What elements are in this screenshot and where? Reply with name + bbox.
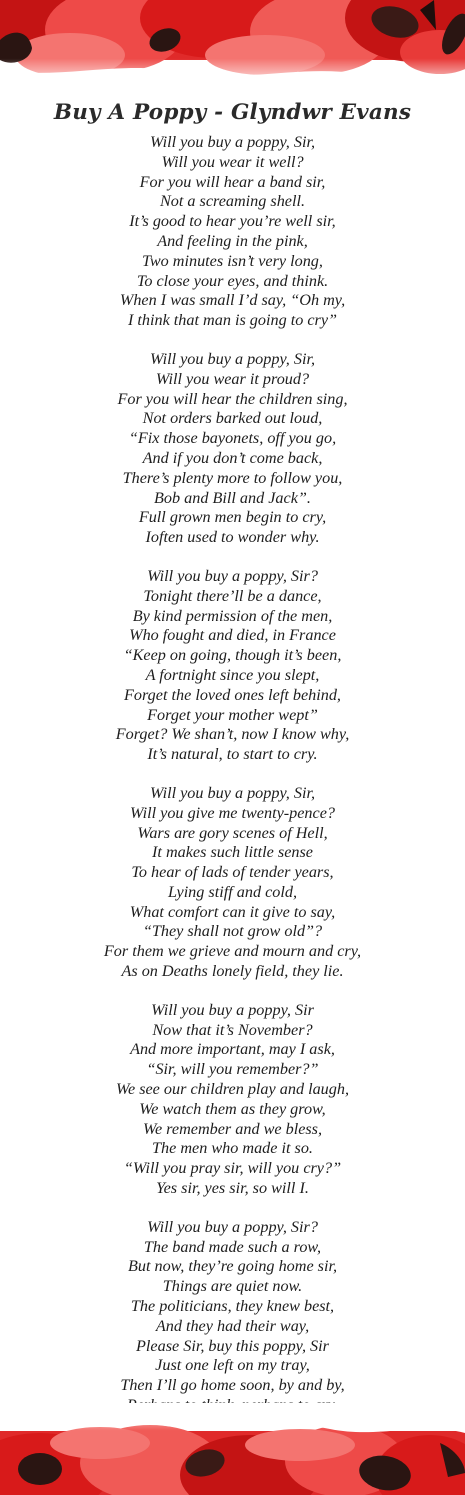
poem-stanza bbox=[0, 567, 465, 765]
poem-line: Please Sir, buy this poppy, Sir bbox=[136, 1336, 329, 1355]
poem-line: We watch them as they grow, bbox=[139, 1099, 326, 1118]
poem-stanza bbox=[0, 133, 465, 331]
poem-line: And if you don’t come back, bbox=[142, 448, 323, 467]
poem-line: Lying stiff and cold, bbox=[167, 882, 298, 901]
poem-line: When I was small I’d say, “Oh my, bbox=[119, 291, 346, 310]
poem-line: To close your eyes, and think. bbox=[136, 271, 329, 290]
poem-line: The men who made it so. bbox=[152, 1139, 313, 1158]
poem-stanza bbox=[0, 1218, 465, 1416]
poem-line: We see our children play and laugh, bbox=[115, 1080, 350, 1099]
poem-line: Two minutes isn’t very long, bbox=[142, 251, 323, 270]
poem-line: It’s natural, to start to cry. bbox=[147, 745, 318, 764]
poem-line: To hear of lads of tender years, bbox=[131, 863, 334, 882]
poem-line: It’s good to hear you’re well sir, bbox=[129, 212, 336, 231]
poem-line: Full grown men begin to cry, bbox=[138, 508, 327, 527]
poem-line: I think that man is going to cry” bbox=[127, 311, 338, 330]
poem-line: Who fought and died, in France bbox=[129, 626, 336, 645]
poem-line: For them we grieve and mourn and cry, bbox=[103, 942, 362, 961]
poem-line: Will you buy a poppy, Sir, bbox=[149, 783, 315, 802]
bottom-poppy-banner bbox=[0, 1403, 465, 1495]
poem-line: Not a screaming shell. bbox=[159, 192, 306, 211]
poem-line: “Sir, will you remember?” bbox=[146, 1060, 319, 1079]
poem-line: Now that it’s November? bbox=[152, 1020, 313, 1039]
poem-line: And more important, may I ask, bbox=[130, 1040, 335, 1059]
poem-line: Will you buy a poppy, Sir? bbox=[147, 1217, 318, 1236]
poem-line: “Will you pray sir, will you cry?” bbox=[123, 1159, 342, 1178]
poem-line: Will you wear it well? bbox=[161, 152, 304, 171]
poem-line: By kind permission of the men, bbox=[132, 606, 333, 625]
poem-title: Buy A Poppy - Glyndwr Evans bbox=[53, 100, 412, 126]
poem-line: Just one left on my tray, bbox=[155, 1356, 310, 1375]
poem-line: For you will hear the children sing, bbox=[117, 389, 348, 408]
poem-stanza bbox=[0, 784, 465, 982]
poem-line: What comfort can it give to say, bbox=[129, 902, 336, 921]
poem-line: Ioften used to wonder why. bbox=[145, 528, 320, 547]
poem-line: Forget? We shan’t, now I know why, bbox=[115, 725, 350, 744]
poem-line: But now, they’re going home sir, bbox=[127, 1257, 338, 1276]
poem-stanza bbox=[0, 350, 465, 548]
poem-line: “They shall not grow old”? bbox=[142, 922, 323, 941]
poppy-border-top-image bbox=[0, 0, 465, 90]
poem-line: The band made such a row, bbox=[143, 1237, 322, 1256]
poem-line: Wars are gory scenes of Hell, bbox=[137, 823, 328, 842]
poem-line: “Fix those bayonets, off you go, bbox=[128, 429, 337, 448]
poem-body bbox=[0, 133, 465, 1435]
poem-line: As on Deaths lonely field, they lie. bbox=[121, 962, 344, 981]
poem-line: Bob and Bill and Jack”. bbox=[154, 488, 311, 507]
poem-line: A fortnight since you slept, bbox=[145, 665, 320, 684]
poem-line: Tonight there’ll be a dance, bbox=[143, 586, 322, 605]
poem-line: Yes sir, yes sir, so will I. bbox=[156, 1179, 309, 1198]
poem-line: It makes such little sense bbox=[152, 843, 313, 862]
poem-line: We remember and we bless, bbox=[142, 1119, 323, 1138]
poem-line: Forget your mother wept” bbox=[147, 705, 318, 724]
poem-line: Will you buy a poppy, Sir bbox=[151, 1000, 314, 1019]
poem-line: Things are quiet now. bbox=[162, 1277, 303, 1296]
poem-line: Will you buy a poppy, Sir, bbox=[149, 133, 315, 151]
poem-line: The politicians, they knew best, bbox=[130, 1297, 335, 1316]
poem-line: And feeling in the pink, bbox=[157, 231, 308, 250]
poem-line: Will you give me twenty-pence? bbox=[130, 803, 335, 822]
poem-line: Will you buy a poppy, Sir? bbox=[147, 566, 318, 585]
poem-line: Then I’ll go home soon, by and by, bbox=[120, 1376, 345, 1395]
poem-line: Will you wear it proud? bbox=[155, 369, 310, 388]
poppy-border-bottom-image bbox=[0, 1403, 465, 1495]
poem-line: For you will hear a band sir, bbox=[139, 172, 326, 191]
poem-stanza bbox=[0, 1001, 465, 1199]
top-poppy-banner bbox=[0, 0, 465, 90]
poem-line: Not orders barked out loud, bbox=[142, 409, 323, 428]
poem-line: “Keep on going, though it’s been, bbox=[123, 646, 342, 665]
poem-line: And they had their way, bbox=[155, 1316, 310, 1335]
poem-line: Forget the loved ones left behind, bbox=[124, 685, 341, 704]
poem-line: Will you buy a poppy, Sir, bbox=[149, 349, 315, 368]
poem-line: There’s plenty more to follow you, bbox=[122, 468, 343, 487]
